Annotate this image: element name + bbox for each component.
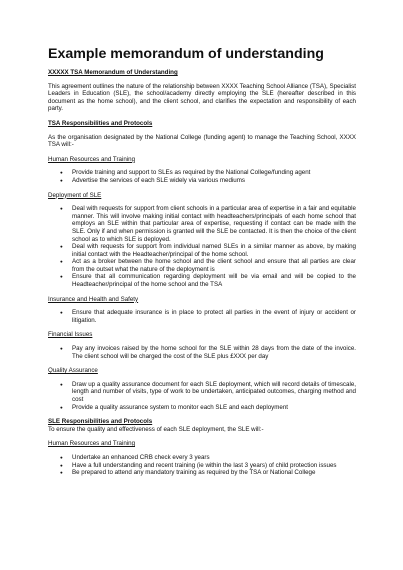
sle-heading: SLE Responsibilities and Protocols: [48, 418, 153, 426]
list-item: ● Act as a broker between the home school and the client school and ensure that all parties are clear from the outset what the nature of the deployment is: [48, 258, 356, 273]
section-heading-sle-hr: Human Resources and Training: [48, 440, 136, 448]
list-item: ● Undertake an enhanced CRB check every 3 years: [48, 454, 356, 462]
list-financial: [48, 345, 356, 360]
list-insurance: [48, 309, 356, 324]
list-item: ● Deal with requests for support from individual named SLEs in a similar manner as above, by making initial contact with the Headteacher/principal of the home school.: [48, 243, 356, 258]
section-heading-insurance: Insurance and Health and Safety: [48, 295, 139, 303]
list-item: ● Be prepared to attend any mandatory training as required by the TSA or National College: [48, 469, 356, 477]
intro-paragraph: This agreement outlines the nature of the relationship between XXXX Teaching School Alliance (TSA), Specialist Leaders in Education (SLE), the school/academy directly employing the SLE (hereafter described in this document as the home school), and the client school, and clarifies the expectation and responsibility of each party.: [48, 82, 356, 113]
tsa-intro: As the organisation designated by the National College (funding agent) to manage the Teaching School, XXXX TSA will:-: [48, 133, 356, 149]
document-body: [48, 69, 356, 477]
list-deployment: [48, 205, 356, 289]
list-quality: [48, 381, 356, 411]
list-hr: [48, 169, 356, 184]
document-title: Example memorandum of understanding: [48, 46, 324, 62]
list-item: ● Advertise the services of each SLE widely via various mediums: [48, 177, 356, 185]
section-heading-financial: Financial Issues: [48, 331, 93, 339]
list-item: ● Ensure that all communication regarding deployment will be via email and will be copied to the Headteacher/principal of the home school and the TSA: [48, 273, 356, 288]
section-heading-deployment: Deployment of SLE: [48, 191, 102, 199]
list-item: ● Have a full understanding and recent training (ie within the last 3 years) of child protection issues: [48, 462, 356, 470]
list-item: ● Pay any invoices raised by the home school for the SLE within 28 days from the date of the invoice. The client school will be charged the cost of the SLE plus £XXX per day: [48, 345, 356, 360]
list-sle-hr: [48, 454, 356, 477]
list-item: ● Ensure that adequate insurance is in place to protect all parties in the event of injury or accident or litigation.: [48, 309, 356, 324]
section-heading-quality: Quality Assurance: [48, 367, 98, 375]
sle-intro: To ensure the quality and effectiveness of each SLE deployment, the SLE will:-: [48, 425, 264, 433]
list-item: ● Draw up a quality assurance document for each SLE deployment, which will record details of timescale, length and number of visits, type of work to be undertaken, anticipated outcomes, charging method and cost: [48, 381, 356, 404]
memorandum-subtitle: XXXXX TSA Memorandum of Understanding: [48, 69, 178, 76]
tsa-heading: TSA Responsibilities and Protocols: [48, 119, 153, 127]
list-item: ● Provide training and support to SLEs as required by the National College/funding agent: [48, 169, 356, 177]
list-item: ● Provide a quality assurance system to monitor each SLE and each deployment: [48, 404, 356, 412]
list-item: ● Deal with requests for support from client schools in a particular area of expertise in a fair and equitable manner. This will involve making initial contact with headteachers/principals of each home school that employs an SLE within that particular area of expertise, requesting if contact can be made with the SLE. Only if and when permission is granted will the SLE be contacted. It is then the choice of the client school as to which SLE is deployed.: [48, 205, 356, 243]
section-heading-hr: Human Resources and Training: [48, 155, 136, 163]
